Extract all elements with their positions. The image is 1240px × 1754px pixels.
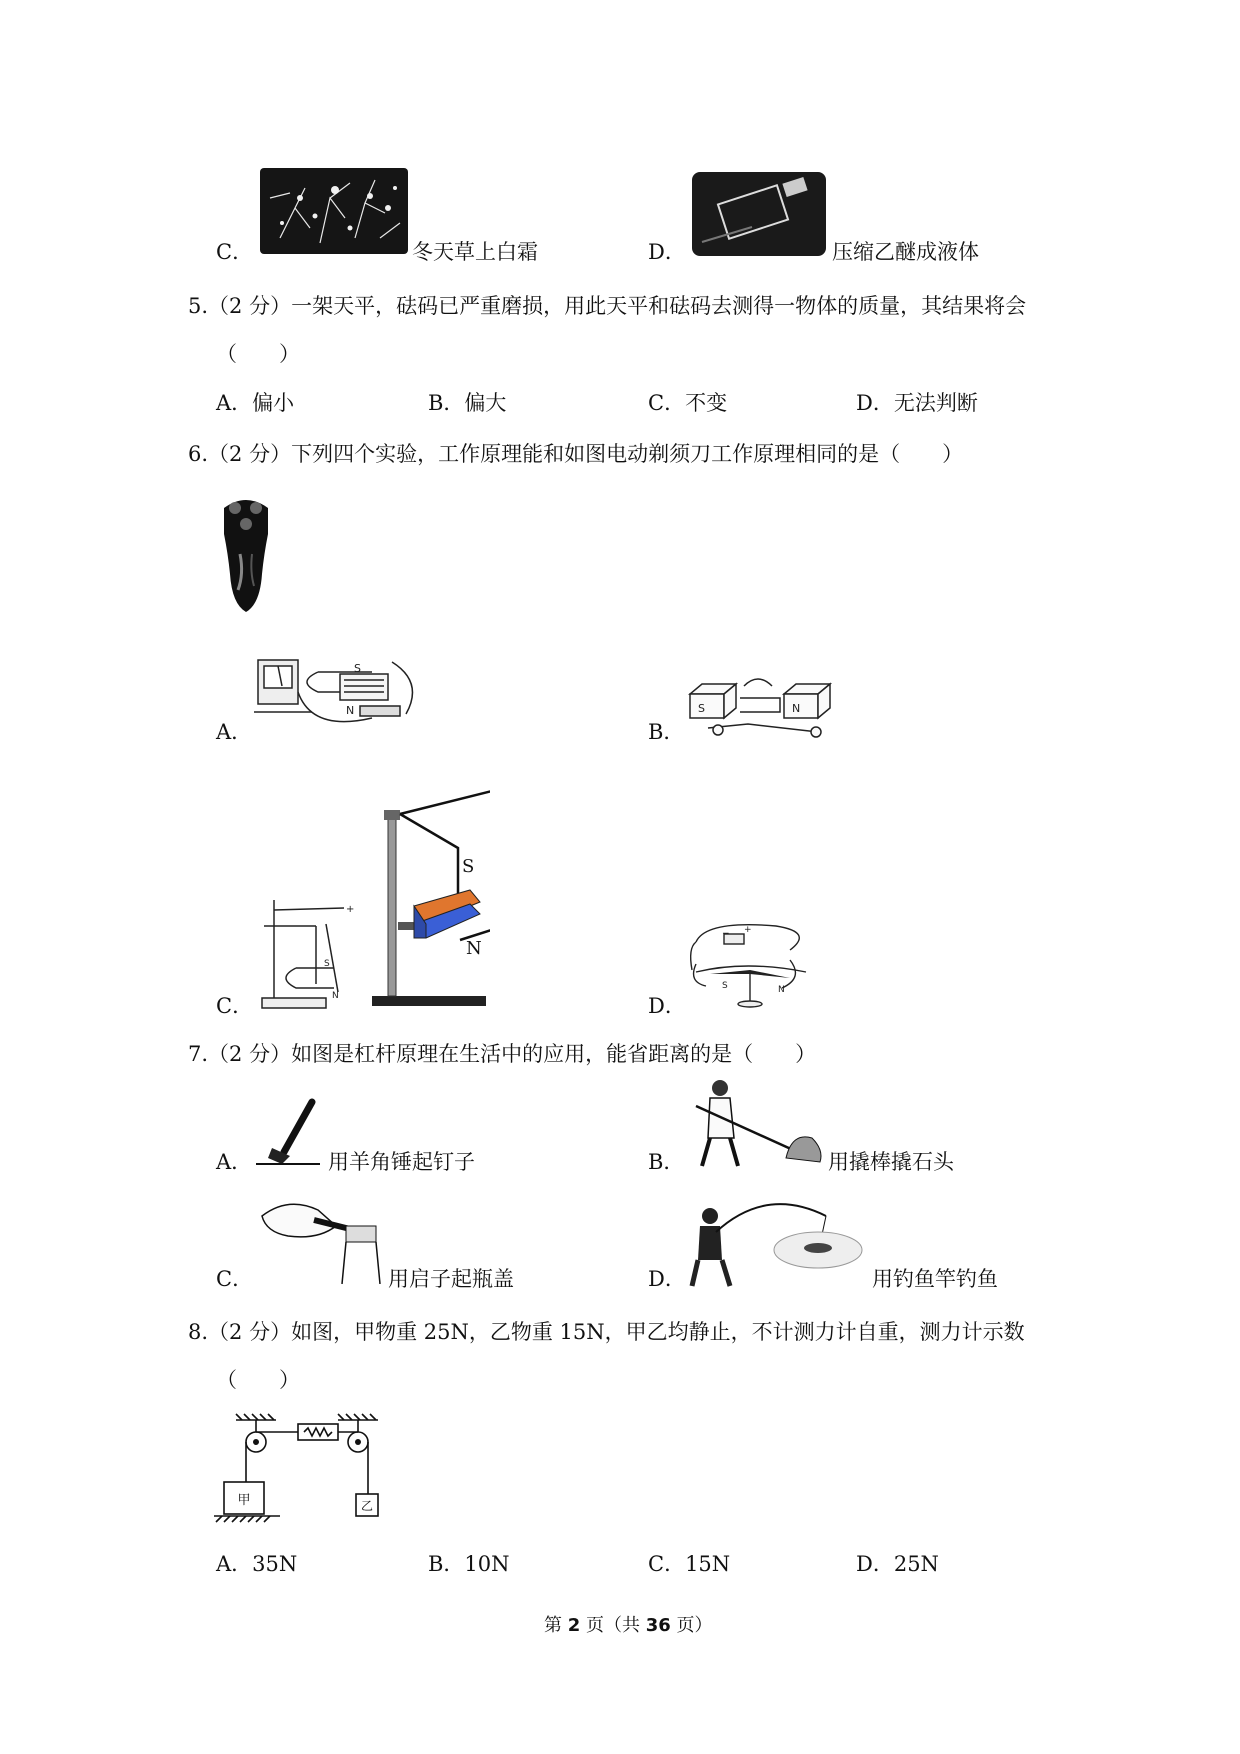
fishing-rod-image xyxy=(686,1196,868,1288)
crowbar-stone-image xyxy=(692,1078,824,1168)
q7-option-d-text: 用钓鱼竿钓鱼 xyxy=(872,1267,998,1291)
q6-option-c-label[interactable]: C． xyxy=(216,994,254,1018)
q5-stem: 5.（2 分）一架天平，砝码已严重磨损，用此天平和砝码去测得一物体的质量，其结果将会 xyxy=(188,294,1027,318)
bottle-opener-image xyxy=(258,1196,384,1284)
q4-option-c-text: 冬天草上白霜 xyxy=(412,240,538,264)
q5-option-c[interactable]: C．不变 xyxy=(648,391,728,415)
q6-option-a-label[interactable]: A． xyxy=(216,720,253,744)
q7-option-c-label[interactable]: C． xyxy=(216,1267,254,1291)
q6-b-magnets-figure xyxy=(688,668,836,742)
q6-a-s-pole-label: S xyxy=(354,662,361,675)
q6-c-stand-colored-magnet-figure xyxy=(370,786,490,1008)
q6-c-large-s-label: S xyxy=(462,856,475,877)
q6-option-b-label[interactable]: B． xyxy=(648,720,685,744)
q5-option-b[interactable]: B．偏大 xyxy=(428,391,507,415)
footer-page-number: 2 xyxy=(567,1615,581,1636)
q6-d-n-label: N xyxy=(778,985,785,995)
q8-option-b[interactable]: B．10N xyxy=(428,1552,510,1576)
q6-a-generator-galvanometer-figure xyxy=(252,652,422,736)
q4-option-d-label[interactable]: D． xyxy=(648,240,686,264)
q7-option-c-text: 用启子起瓶盖 xyxy=(388,1267,514,1291)
q6-b-s-pole-label: S xyxy=(698,702,705,715)
q5-option-d[interactable]: D．无法判断 xyxy=(856,391,978,415)
page-footer xyxy=(544,1617,713,1635)
ether-compression-photo xyxy=(692,172,826,256)
q6-c-large-n-label: N xyxy=(466,938,482,959)
q4-option-d-text: 压缩乙醚成液体 xyxy=(832,240,979,264)
q8-option-a[interactable]: A．35N xyxy=(216,1552,298,1576)
footer-middle: 页（共 xyxy=(586,1615,640,1636)
q7-option-d-label[interactable]: D． xyxy=(648,1267,686,1291)
svg-text:+: + xyxy=(346,904,355,915)
q8-option-c[interactable]: C．15N xyxy=(648,1552,731,1576)
q5-answer-paren: （ ） xyxy=(216,342,300,366)
q6-option-d-label[interactable]: D． xyxy=(648,994,686,1018)
q6-a-n-pole-label: N xyxy=(346,704,355,717)
q6-stem: 6.（2 分）下列四个实验，工作原理能和如图电动剃须刀工作原理相同的是（ ） xyxy=(188,442,964,466)
electric-shaver-image xyxy=(218,494,274,618)
q7-option-b-text: 用撬棒撬石头 xyxy=(828,1150,954,1174)
q8-yi-label: 乙 xyxy=(360,1499,374,1513)
q8-stem: 8.（2 分）如图，甲物重 25N，乙物重 15N，甲乙均静止，不计测力计自重，测力计示数 xyxy=(188,1320,1025,1344)
svg-text:+: + xyxy=(744,925,752,935)
q4-option-c-label[interactable]: C． xyxy=(216,240,254,264)
q8-answer-paren: （ ） xyxy=(216,1368,300,1392)
q6-d-s-label: S xyxy=(722,981,728,991)
frost-photo xyxy=(260,168,408,254)
q7-option-b-label[interactable]: B． xyxy=(648,1150,685,1174)
q8-option-d[interactable]: D．25N xyxy=(856,1552,939,1576)
q6-d-oersted-figure xyxy=(686,916,814,1012)
q7-option-a-label[interactable]: A． xyxy=(216,1150,253,1174)
footer-suffix: 页） xyxy=(676,1615,713,1636)
svg-text:−: − xyxy=(722,929,730,939)
q5-option-a[interactable]: A．偏小 xyxy=(216,391,295,415)
q6-c-small-s-label: S xyxy=(324,959,330,969)
q8-pulley-spring-scale-figure xyxy=(214,1412,400,1530)
q6-c-small-n-label: N xyxy=(332,991,339,1001)
q7-stem: 7.（2 分）如图是杠杆原理在生活中的应用，能省距离的是（ ） xyxy=(188,1042,817,1066)
q7-option-a-text: 用羊角锤起钉子 xyxy=(328,1150,475,1174)
q6-c-stand-small-figure xyxy=(256,896,360,1012)
q6-b-n-pole-label: N xyxy=(792,702,801,715)
q8-jia-label: 甲 xyxy=(237,1493,251,1508)
footer-prefix: 第 xyxy=(544,1615,562,1636)
footer-total-pages: 36 xyxy=(645,1615,671,1636)
claw-hammer-image xyxy=(254,1096,324,1168)
